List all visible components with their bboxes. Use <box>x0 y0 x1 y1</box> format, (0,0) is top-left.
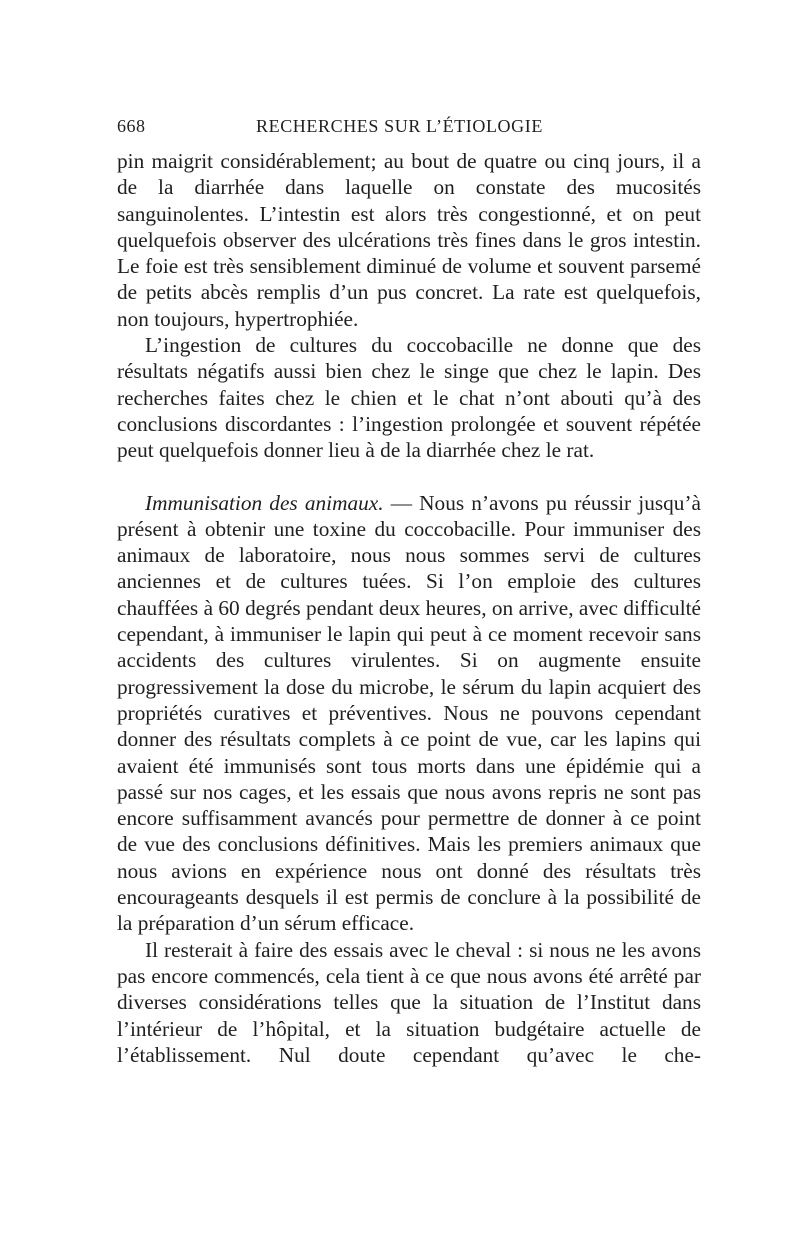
paragraph-1: pin maigrit considérablement; au bout de quatre ou cinq jours, il a de la diarrhée dans laquelle on constate des mucosités sanguinolentes. L’intestin est alors très congestionné, et on peut quelquefois observer des ulcérations très fines dans le gros intestin. Le foie est très sensiblement diminué de volume et souvent parsemé de petits abcès remplis d’un pus concret. La rate est quelquefois, non toujours, hypertrophiée. <box>117 149 701 331</box>
paragraph-4: Il resterait à faire des essais avec le cheval : si nous ne les avons pas encore commencés, cela tient à ce que nous avons été arrêté par diverses considérations telles que la situation de l’Institut dans l’intérieur de l’hôpital, et la situation budgétaire actuelle de l’établissement. Nul doute cependant qu’avec le che- <box>117 937 701 1067</box>
paragraph-3-text: — Nous n’avons pu réussir jusqu’à présent à obtenir une toxine du coccobacille. Pour immuniser des animaux de laboratoire, nous nous sommes servi de cultures anciennes et de cultures tuées. Si l’on emploie des cultures chauffées à 60 degrés pendant deux heures, on arrive, avec difficulté cependant, à immuniser le lapin qui peut à ce moment recevoir sans accidents des cultures virulentes. Si on augmente ensuite progressivement la dose du microbe, le sérum du lapin acquiert des propriétés curatives et préventives. Nous ne pouvons cependant donner des résultats complets à ce point de vue, car les lapins qui avaient été immunisés sont tous morts dans une épidémie qui a passé sur nos cages, et les essais que nous avons repris ne sont pas encore suffisamment avancés pour permettre de donner à ce point de vue des conclusions définitives. Mais les premiers animaux que nous avions en expérience nous ont donné des résultats très encourageants desquels il est permis de conclure à la possibilité de la préparation d’un sérum efficace. <box>117 490 701 936</box>
body-text <box>117 148 701 1068</box>
paragraph-2: L’ingestion de cultures du coccobacille ne donne que des résultats négatifs aussi bien chez le singe que chez le lapin. Des recherches faites chez le chien et le chat n’ont abouti qu’à des conclusions discordantes : l’ingestion prolongée et souvent répétée peut quelquefois donner lieu à de la diarrhée chez le rat. <box>117 333 701 463</box>
page-number: 668 <box>117 116 146 136</box>
running-head <box>117 116 701 142</box>
paragraph-3 <box>117 490 701 937</box>
section-heading: Immunisation des animaux. <box>145 490 384 515</box>
running-title: RECHERCHES SUR L’ÉTIOLOGIE <box>256 116 543 136</box>
